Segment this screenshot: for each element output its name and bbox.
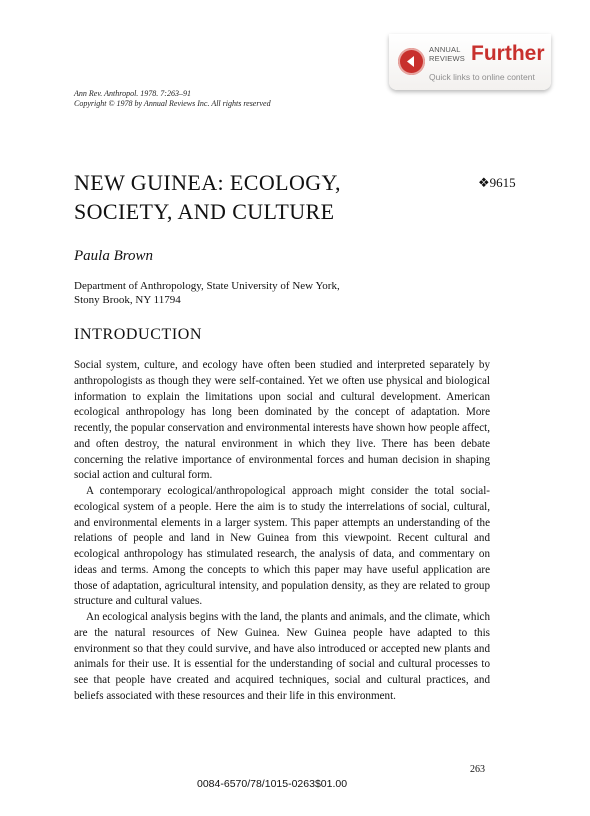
- banner-brand-line1: ANNUAL: [429, 45, 461, 54]
- banner-tagline[interactable]: Quick links to online content: [429, 72, 535, 82]
- title-line2: SOCIETY, AND CULTURE: [74, 199, 335, 224]
- further-banner[interactable]: [389, 34, 551, 90]
- author-affiliation: [74, 279, 340, 307]
- paragraph: An ecological analysis begins with the land, the plants and animals, and the climate, which are the natural resources of New Guinea. New Guinea people have adapted to this environment so that they could survive, and have also introduced or accepted new plants and animals for their use. It is essential for the understanding of social and cultural processes to see that people have created and acquired techniques, social and cultural practices, and beliefs associated with these resources and their life in this environment.: [74, 611, 490, 702]
- affiliation-line2: Stony Brook, NY 11794: [74, 294, 181, 306]
- article-code: ❖9615: [478, 175, 516, 190]
- page-number: 263: [470, 764, 485, 775]
- body-text: [74, 358, 490, 705]
- paragraph: A contemporary ecological/anthropological approach might consider the total social-ecological system of a people. Here the aim is to study the interrelations of social, cultural, and environmental elements in a larger system. This paper attempts an understanding of the relations of people and land in New Guinea from this viewpoint. Recent cultural and ecological anthropology has stimulated research, the analysis of data, and commentary on ideas and terms. Among the concepts to which this paper may have useful application are those of adaptation, agricultural intensity, and population density, as they are related to group structure and cultural values.: [74, 485, 490, 608]
- citation-line2: Copyright © 1978 by Annual Reviews Inc. All rights reserved: [74, 99, 271, 108]
- annual-reviews-logo-icon: [398, 48, 425, 75]
- price-code: 0084-6570/78/1015-0263$01.00: [197, 778, 348, 790]
- banner-brand-line2: REVIEWS: [429, 53, 465, 63]
- author-name: Paula Brown: [74, 248, 154, 264]
- article-title: [74, 168, 434, 226]
- banner-brand: [429, 46, 469, 63]
- affiliation-line1: Department of Anthropology, State University of New York,: [74, 280, 340, 292]
- paragraph: Social system, culture, and ecology have often been studied and interpreted separately by anthropologists as though they were self-contained. Yet we often use physical and biological information to explain the limitations upon social and cultural development. American ecological anthropology has long been dominated by the concept of adaptation. More recently, the popular conservation and environmental interests have shown how people affect, and often destroy, the natural environment in which they live. There has been debate concerning the relative importance of environmental forces and human decision in shaping social action and cultural form.: [74, 359, 490, 482]
- section-heading: INTRODUCTION: [74, 326, 203, 343]
- title-line1: NEW GUINEA: ECOLOGY,: [74, 170, 341, 195]
- citation-line1: Ann Rev. Anthropol. 1978. 7:263–91: [74, 89, 191, 98]
- journal-citation: [74, 89, 271, 109]
- play-arrow-icon: [398, 48, 425, 75]
- banner-title[interactable]: Further: [471, 42, 545, 65]
